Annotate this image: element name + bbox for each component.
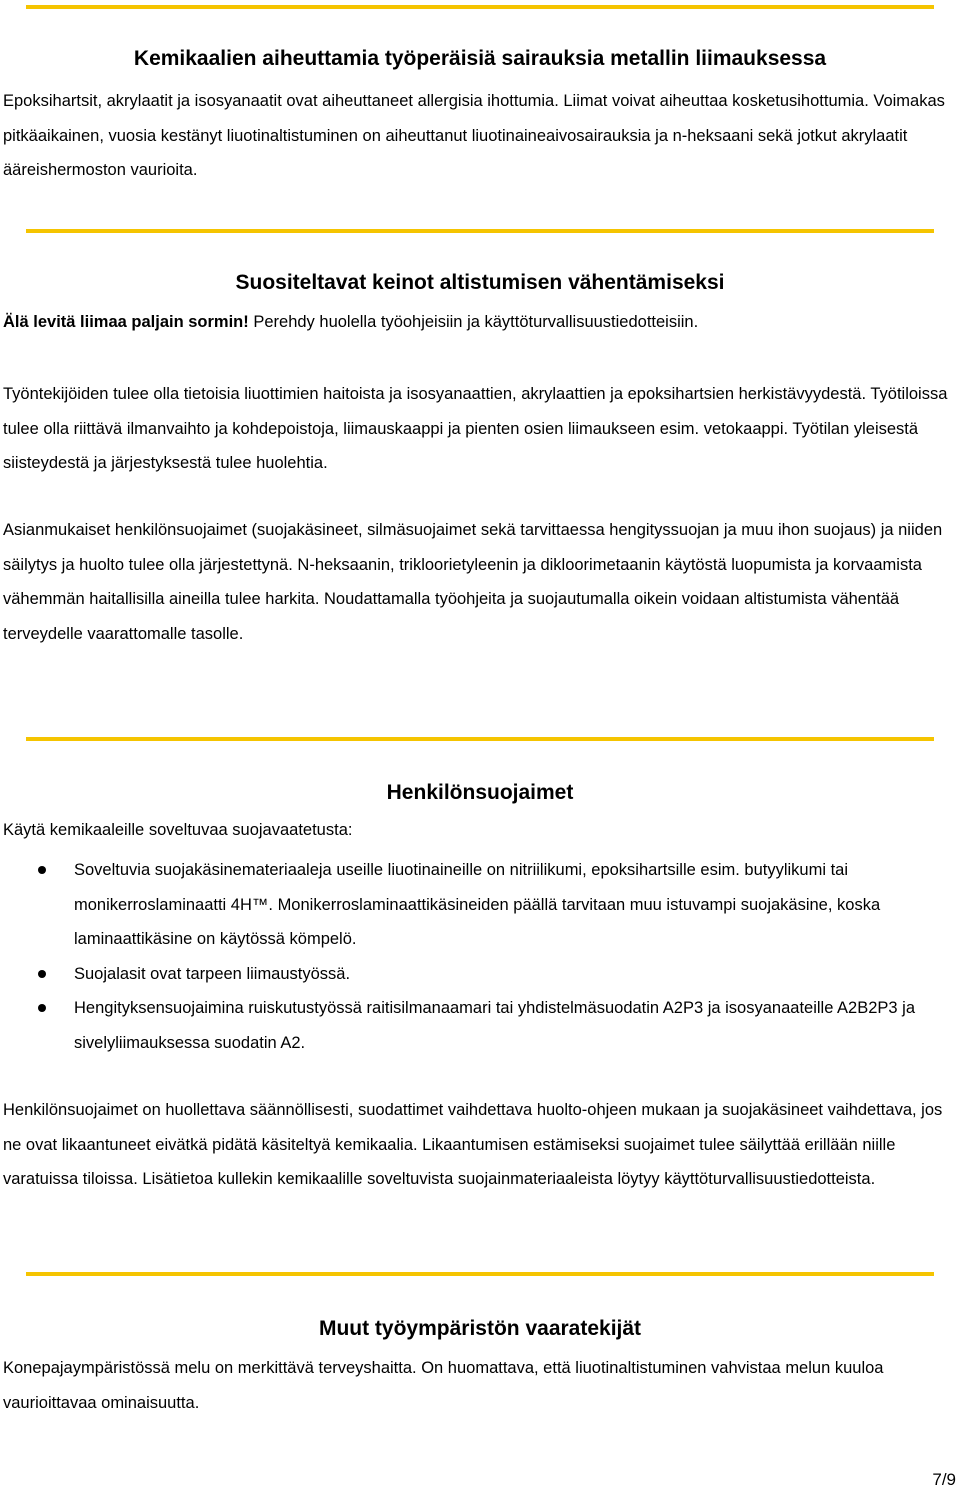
section-title-recommended-measures: Suositeltavat keinot altistumisen vähentämiseksi <box>235 271 725 294</box>
other-hazards-text: Konepajaympäristössä melu on merkittävä terveyshaitta. On huomattava, että liuotinaltistuminen vahvistaa melun kuuloa vaurioittavaa ominaisuutta. <box>3 1359 884 1412</box>
ppe-bullet-list <box>0 853 950 1060</box>
section-divider <box>26 229 934 233</box>
list-item <box>0 957 950 992</box>
ppe-intro: Käytä kemikaaleille soveltuvaa suojavaatetusta: <box>3 821 353 839</box>
ppe-maintenance-paragraph: Henkilönsuojaimet on huollettava säännöllisesti, suodattimet vaihdettava huolto-ohjeen mukaan ja suojakäsineet vaihdettava, jos ne ovat likaantuneet eivätkä pidätä käsiteltyä kemikaalia. Likaantumisen estämiseksi suojaimet tulee säilyttää erillään niille varatuissa tiloissa. Lisätietoa kullekin kemikaalille soveltuvista suojainmateriaaleista löytyy käyttöturvallisuustiedotteista. <box>3 1101 943 1188</box>
bullet-icon <box>38 1004 46 1012</box>
bullet-text: Hengityksensuojaimina ruiskutustyössä raitisilmanaamari tai yhdistelmäsuodatin A2P3 ja isosyanaateille A2B2P3 ja sivelyliimauksessa suodatin A2. <box>74 999 916 1052</box>
section-title-occupational-diseases: Kemikaalien aiheuttamia työperäisiä sairauksia metallin liimauksessa <box>133 47 827 70</box>
lead-instruction <box>3 305 953 340</box>
list-item <box>0 991 950 1060</box>
awareness-paragraph: Työntekijöiden tulee olla tietoisia liuottimien haitoista ja isosyanaattien, akrylaattien ja epoksihartsien herkistävyydestä. Työtiloissa tulee olla riittävä ilmanvaihto ja kohdepoistoja, liimauskaappi ja pienten osien liimaukseen esim. vetokaappi. Työtilan yleisestä siisteydestä ja järjestyksestä tulee huolehtia. <box>3 385 948 472</box>
section-divider <box>26 737 934 741</box>
top-divider <box>26 5 934 9</box>
lead-instruction-rest: Perehdy huolella työohjeisiin ja käyttöturvallisuustiedotteisiin. <box>248 313 699 331</box>
list-item <box>0 853 950 957</box>
bullet-icon <box>38 970 46 978</box>
protective-equipment-paragraph: Asianmukaiset henkilönsuojaimet (suojakäsineet, silmäsuojaimet sekä tarvittaessa hengityssuojan ja muu ihon suojaus) ja niiden säilytys ja huolto tulee olla järjestettynä. N-heksaanin, trikloorietyleenin ja dikloorimetaanin käytöstä luopumista ja korvaamista vähemmän haitallisilla aineilla tulee harkita. Noudattamalla työohjeita ja suojautumalla oikein voidaan altistumista vähentää terveydelle vaarattomalle tasolle. <box>3 521 943 643</box>
bullet-text: Suojalasit ovat tarpeen liimaustyössä. <box>74 964 351 983</box>
section-divider <box>26 1272 934 1276</box>
section-title-other-hazards: Muut työympäristön vaaratekijät <box>318 1317 642 1340</box>
bullet-icon <box>38 866 46 874</box>
section-title-ppe: Henkilönsuojaimet <box>386 781 574 804</box>
occupational-diseases-text: Epoksihartsit, akrylaatit ja isosyanaatit ovat aiheuttaneet allergisia ihottumia. Liimat voivat aiheuttaa kosketusihottumia. Voimakas pitkäaikainen, vuosia kestänyt liuotinaltistuminen on aiheuttanut liuotinaineaivosairauksia ja n-heksaani sekä jotkut akrylaatit ääreishermoston vaurioita. <box>3 92 945 179</box>
bullet-text: Soveltuvia suojakäsinemateriaaleja useille liuotinaineille on nitriilikumi, epoksihartsille esim. butyylikumi tai monikerroslaminaatti 4H™. Monikerroslaminaattikäsineiden päällä tarvitaan muu istuvampi suojakäsine, koska laminaattikäsine on käytössä kömpelö. <box>74 861 881 948</box>
warning-bold-text: Älä levitä liimaa paljain sormin! <box>3 313 249 331</box>
page-number: 7/9 <box>932 1470 956 1489</box>
